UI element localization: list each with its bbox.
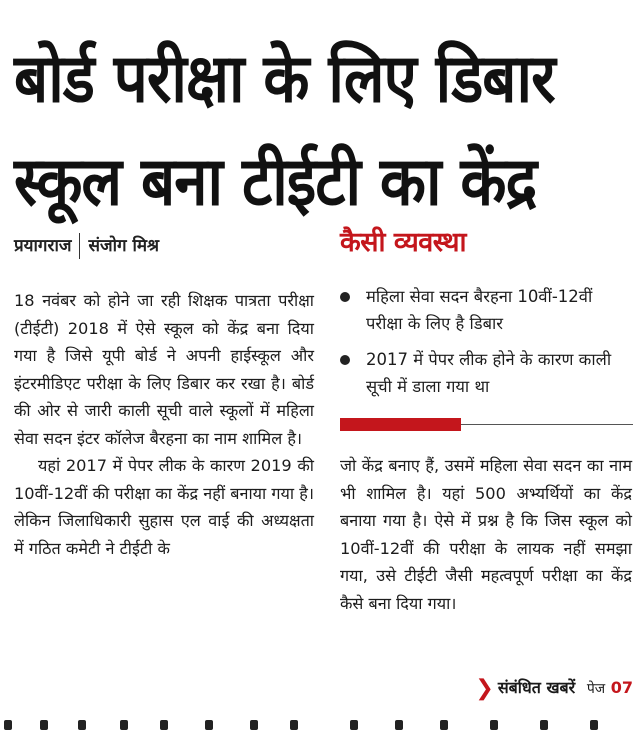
article-column-right: [340, 452, 632, 617]
sidebar-box-title: कैसी व्यवस्था: [340, 227, 466, 258]
sidebar-divider-line: [461, 424, 633, 425]
sidebar-bullet-text: महिला सेवा सदन बैरहना 10वीं-12वीं परीक्षा के लिए है डिबार: [366, 287, 593, 333]
headline-line-2: स्कूल बना टीईटी का केंद्र: [14, 142, 537, 222]
headline: [14, 24, 634, 230]
byline-place: प्रयागराज: [14, 236, 72, 256]
article-paragraph-1: 18 नवंबर को होने जा रही शिक्षक पात्रता परीक्षा (टीईटी) 2018 में ऐसे स्कूल को केंद्र बना दिया गया है जिसे यूपी बोर्ड ने अपनी हाईस्कूल और इंटरमीडिएट परीक्षा के लिए डिबार कर रखा है। बोर्ड की ओर से जारी काली सूची वाले स्कूलों में महिला सेवा सदन इंटर कॉलेज बैरहना का नाम शामिल है।: [14, 291, 314, 448]
article-column-left: [14, 287, 314, 562]
sidebar-bullet-list: [340, 283, 630, 409]
bullet-dot-icon: [340, 292, 350, 302]
article-paragraph-3: जो केंद्र बनाए हैं, उसमें महिला सेवा सदन का नाम भी शामिल है। यहां 500 अभ्यर्थियों का केंद्र बनाया गया है। ऐसे में प्रश्न है कि जिस स्कूल को 10वीं-12वीं की परीक्षा के लायक नहीं समझा गया, उसे टीईटी जैसी महत्वपूर्ण परीक्षा का केंद्र कैसे बना दिया गया।: [340, 456, 632, 613]
article-paragraph-2: यहां 2017 में पेपर लीक के कारण 2019 की 10वीं-12वीं की परीक्षा का केंद्र नहीं बनाया गया है। लेकिन जिलाधिकारी सुहास एल वाई की अध्यक्षता में गठित कमेटी ने टीईटी के: [14, 456, 314, 558]
related-page-number: 07: [610, 678, 633, 697]
headline-line-1: बोर्ड परीक्षा के लिए डिबार: [14, 39, 555, 119]
related-page-label: पेज: [586, 681, 606, 697]
sidebar-bullet-item: [340, 283, 630, 337]
byline: [14, 233, 159, 259]
byline-author: संजोग मिश्र: [88, 236, 160, 256]
related-news-link[interactable]: [475, 676, 633, 701]
cropped-next-line: [0, 718, 643, 732]
byline-divider: [79, 233, 80, 259]
sidebar-bullet-text: 2017 में पेपर लीक होने के कारण काली सूची में डाला गया था: [366, 350, 612, 396]
bullet-dot-icon: [340, 355, 350, 365]
sidebar-divider-accent: [340, 418, 461, 431]
related-news-label: संबंधित खबरें: [497, 678, 576, 697]
chevron-right-icon: ❯: [475, 676, 494, 701]
sidebar-bullet-item: [340, 346, 630, 400]
